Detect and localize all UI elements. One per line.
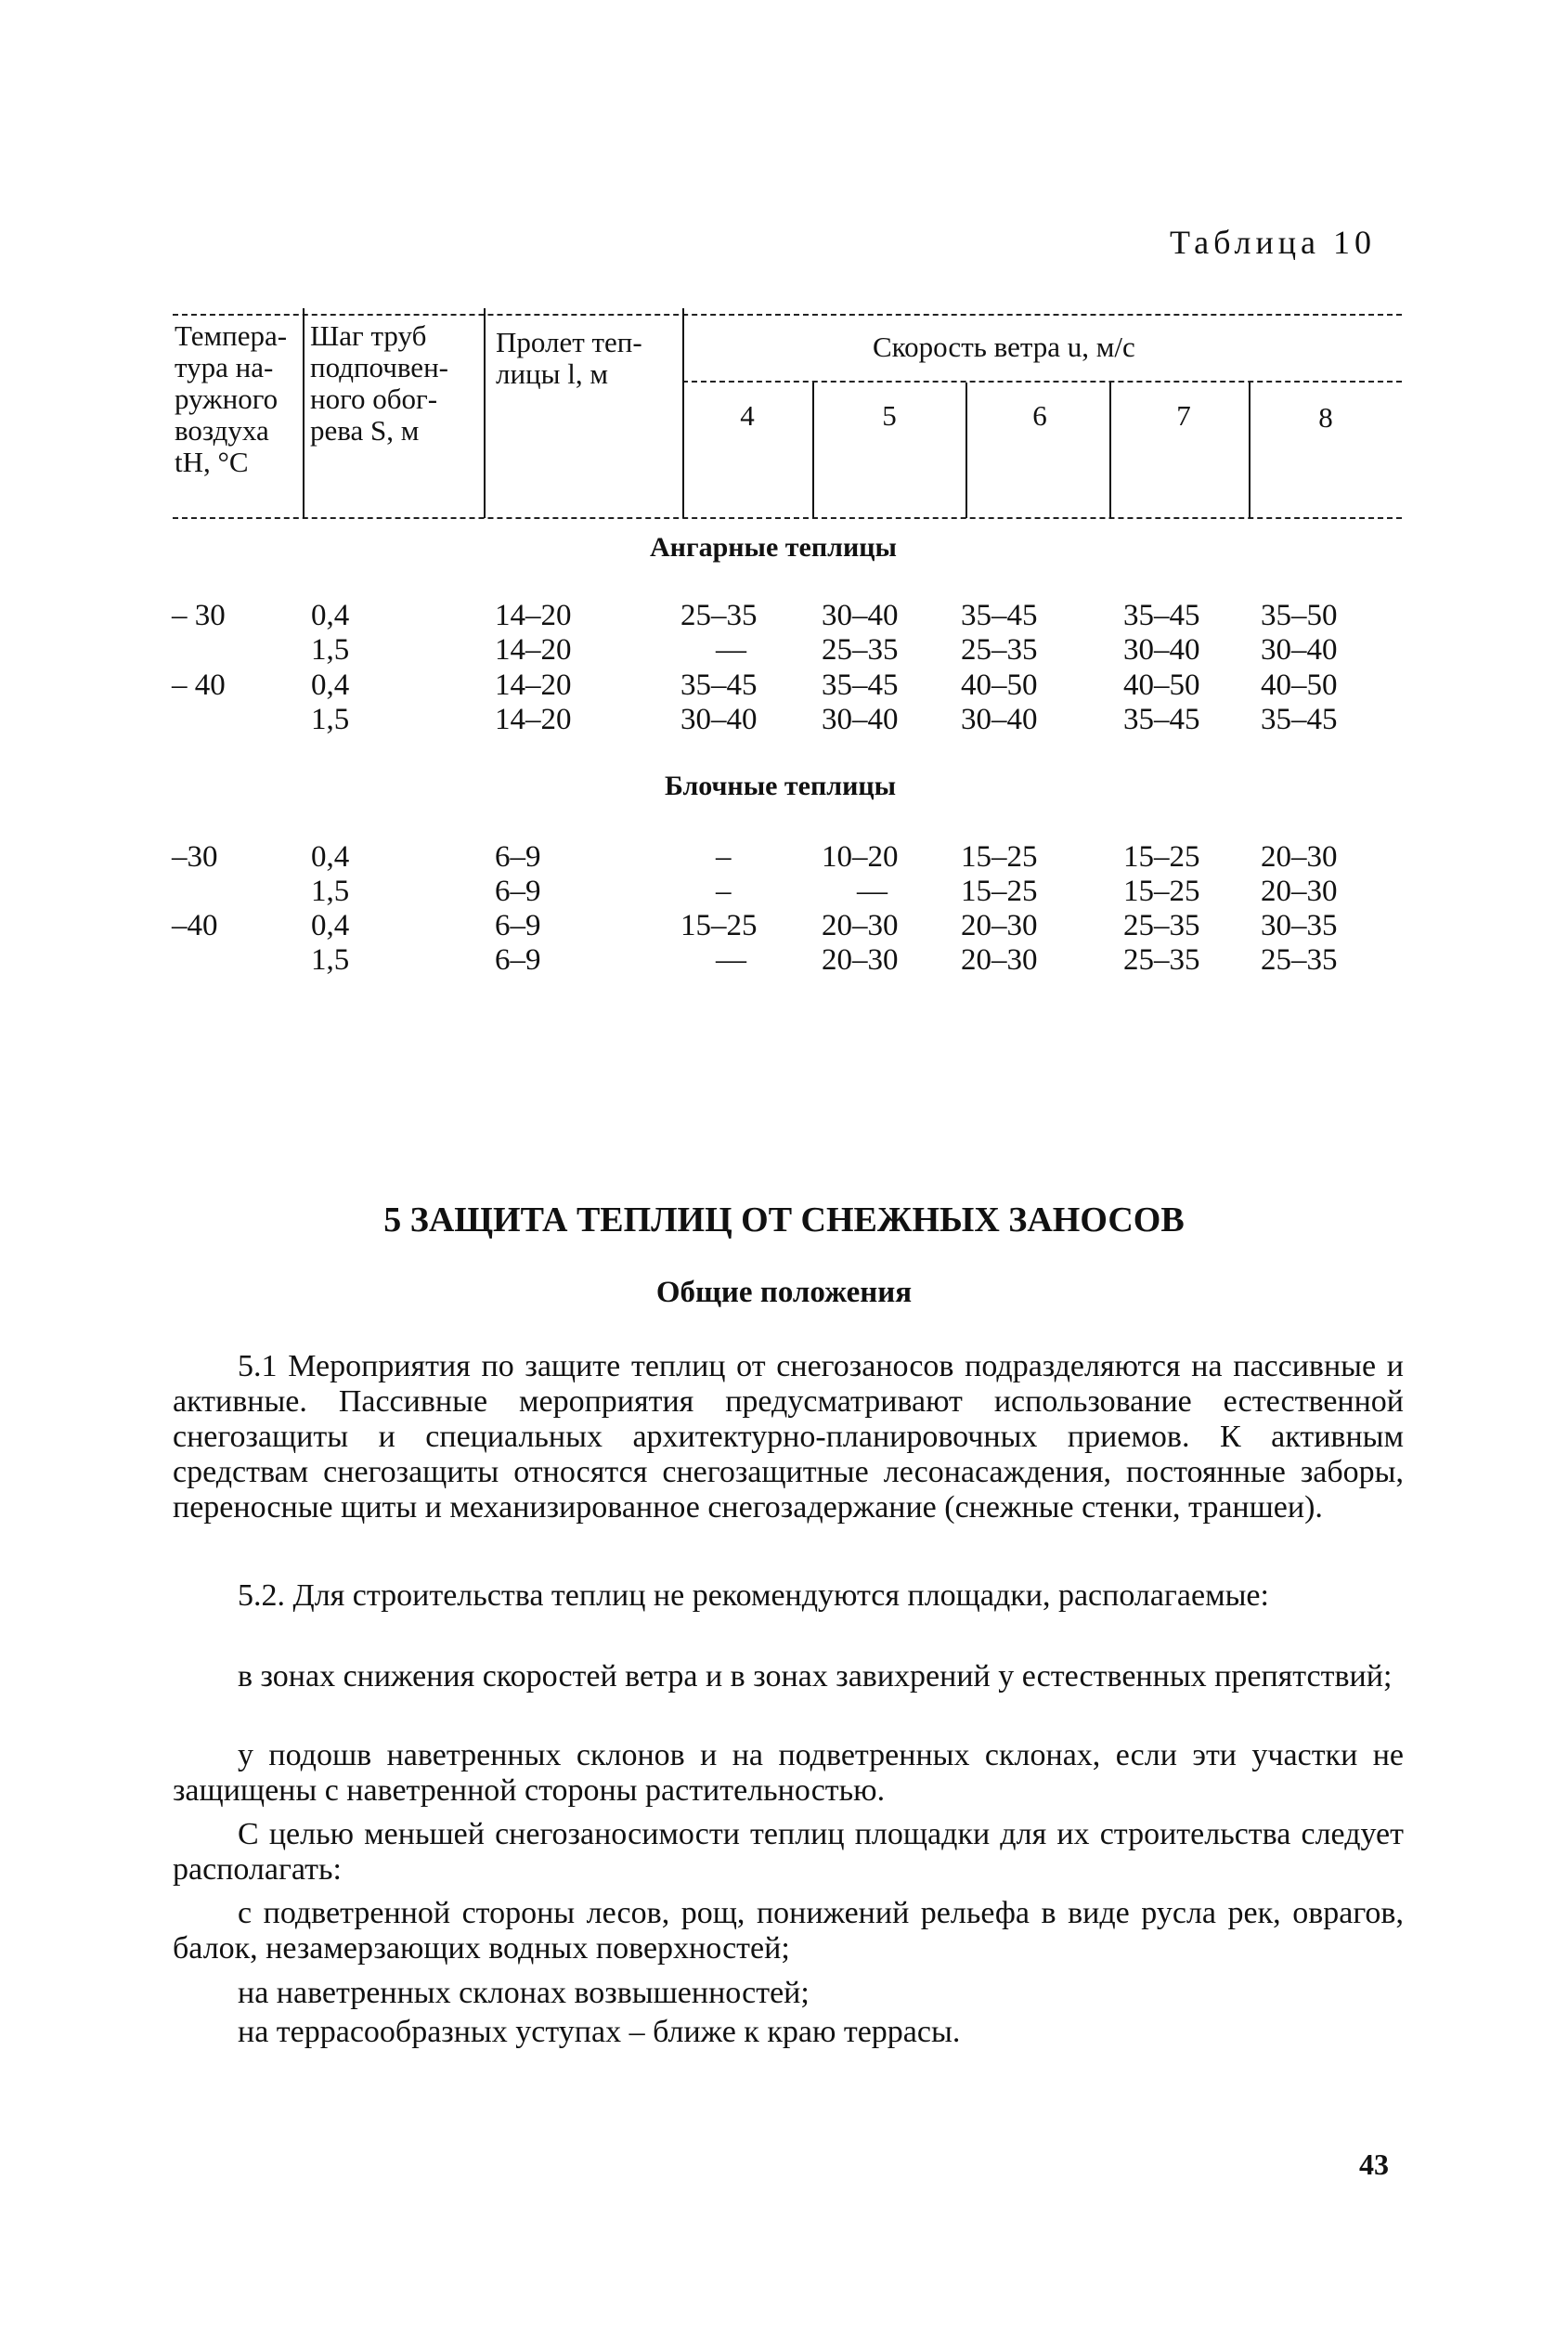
table-cell-w6: 30–40	[961, 703, 1038, 736]
header-wind-7: 7	[1176, 399, 1191, 432]
table-cell-step: 1,5	[311, 875, 350, 908]
table-cell-w4: —	[716, 633, 746, 667]
table-cell-step: 0,4	[311, 840, 350, 874]
header-top-rule	[173, 314, 1402, 316]
paragraph-list-1: в зонах снижения скоростей ветра и в зонах завихрений у естественных препятствий;	[238, 1659, 1393, 1694]
table-cell-temp: – 30	[172, 599, 226, 632]
table-cell-w4: —	[716, 943, 746, 977]
table-cell-w5: 20–30	[822, 909, 899, 942]
table-cell-w8: 30–35	[1261, 909, 1338, 942]
table-cell-w7: 25–35	[1123, 943, 1200, 977]
paragraph-list-3: с подветренной стороны лесов, рощ, понижений рельефа в виде русла рек, оврагов, балок, незамерзающих водных поверхностей;	[173, 1896, 1404, 1966]
table-cell-w6: 15–25	[961, 875, 1038, 908]
table-cell-step: 0,4	[311, 909, 350, 942]
table-cell-w6: 20–30	[961, 943, 1038, 977]
table-cell-span: 14–20	[495, 703, 572, 736]
paragraph-5-2: 5.2. Для строительства теплиц не рекомендуются площадки, располагаемые:	[238, 1578, 1269, 1613]
table-cell-w7: 25–35	[1123, 909, 1200, 942]
table-cell-w4: 35–45	[680, 668, 758, 702]
header-bottom-rule	[173, 517, 1402, 519]
table-cell-step: 1,5	[311, 633, 350, 667]
table-cell-w4: –	[716, 840, 732, 874]
table-cell-span: 6–9	[495, 943, 541, 977]
table-row	[0, 703, 1568, 736]
header-wind-4: 4	[740, 399, 755, 432]
table-row	[0, 840, 1568, 874]
table-cell-w5: —	[857, 875, 888, 908]
table-cell-step: 0,4	[311, 599, 350, 632]
table-row	[0, 633, 1568, 667]
table-caption: Таблица 10	[1170, 224, 1376, 261]
table-row	[0, 599, 1568, 632]
table-cell-w6: 25–35	[961, 633, 1038, 667]
table-cell-w4: 25–35	[680, 599, 758, 632]
table-cell-w5: 25–35	[822, 633, 899, 667]
table-cell-w6: 35–45	[961, 599, 1038, 632]
table-cell-span: 6–9	[495, 909, 541, 942]
table-cell-w7: 35–45	[1123, 599, 1200, 632]
table-row	[0, 875, 1568, 908]
paragraph-list-5: на террасообразных уступах – ближе к краю террасы.	[238, 2015, 961, 2049]
header-wind-5: 5	[882, 399, 897, 432]
header-vline-2	[484, 308, 486, 518]
header-vline-1	[303, 308, 305, 518]
table-cell-w7: 15–25	[1123, 875, 1200, 908]
table-row	[0, 943, 1568, 977]
table-cell-w4: –	[716, 875, 732, 908]
table-cell-span: 14–20	[495, 633, 572, 667]
table-cell-w8: 25–35	[1261, 943, 1338, 977]
table-cell-span: 6–9	[495, 875, 541, 908]
subheading: Общие положения	[655, 1276, 913, 1309]
table-cell-step: 0,4	[311, 668, 350, 702]
table-cell-temp: –40	[172, 909, 218, 942]
paragraph-placement: С целью меньшей снегозаносимости теплиц площадки для их строительства следует располагать:	[173, 1817, 1404, 1887]
table-row	[0, 668, 1568, 702]
table-cell-w5: 30–40	[822, 599, 899, 632]
table-cell-w8: 35–45	[1261, 703, 1338, 736]
header-wind: Скорость ветра u, м/с	[873, 331, 1135, 363]
table-cell-w5: 10–20	[822, 840, 899, 874]
table-cell-span: 14–20	[495, 668, 572, 702]
header-pipe-step: Шаг труб подпочвен- ного обог- рева S, м	[310, 319, 448, 447]
table-cell-w4: 30–40	[680, 703, 758, 736]
table-cell-w8: 20–30	[1261, 840, 1338, 874]
table-cell-step: 1,5	[311, 943, 350, 977]
header-span: Пролет теп- лицы l, м	[496, 326, 642, 390]
table-cell-w6: 15–25	[961, 840, 1038, 874]
table-cell-w8: 40–50	[1261, 668, 1338, 702]
table-cell-step: 1,5	[311, 703, 350, 736]
header-vline-3	[682, 308, 684, 518]
header-wind-8: 8	[1318, 401, 1333, 434]
header-vline-4	[812, 383, 814, 518]
paragraph-list-4: на наветренных склонах возвышенностей;	[238, 1976, 810, 2010]
section-heading: 5 ЗАЩИТА ТЕПЛИЦ ОТ СНЕЖНЫХ ЗАНОСОВ	[383, 1200, 1185, 1239]
table-cell-w7: 40–50	[1123, 668, 1200, 702]
header-vline-5	[965, 383, 967, 518]
header-wind-6: 6	[1032, 399, 1047, 432]
table-cell-w8: 30–40	[1261, 633, 1338, 667]
paragraph-list-2: у подошв наветренных склонов и на подветренных склонах, если эти участки не защищены с наветренной стороны растительностью.	[173, 1738, 1404, 1808]
table-cell-span: 6–9	[495, 840, 541, 874]
table-cell-w7: 30–40	[1123, 633, 1200, 667]
paragraph-5-1: 5.1 Мероприятия по защите теплиц от снегозаносов подразделяются на пассивные и активные. Пассивные мероприятия предусматривают использование естественной снегозащиты и специальных архитектурно-планировочных приемов. К активным средствам снегозащиты относятся снегозащитные лесонасаждения, постоянные заборы, переносные щиты и механизированное снегозадержание (снежные стенки, траншеи).	[173, 1349, 1404, 1525]
table-cell-w5: 35–45	[822, 668, 899, 702]
section-title-block: Блочные теплицы	[665, 771, 897, 801]
table-cell-w4: 15–25	[680, 909, 758, 942]
table-cell-w6: 20–30	[961, 909, 1038, 942]
table-cell-span: 14–20	[495, 599, 572, 632]
table-cell-w5: 20–30	[822, 943, 899, 977]
table-cell-w8: 35–50	[1261, 599, 1338, 632]
table-cell-w7: 35–45	[1123, 703, 1200, 736]
page-number: 43	[1359, 2148, 1389, 2181]
table-row	[0, 909, 1568, 942]
table-cell-w7: 15–25	[1123, 840, 1200, 874]
table-cell-temp: –30	[172, 840, 218, 874]
header-vline-7	[1249, 383, 1251, 518]
table-cell-w6: 40–50	[961, 668, 1038, 702]
table-cell-w8: 20–30	[1261, 875, 1338, 908]
table-cell-temp: – 40	[172, 668, 226, 702]
section-title-hangar: Ангарные теплицы	[650, 532, 897, 563]
table-cell-w5: 30–40	[822, 703, 899, 736]
header-mid-rule	[682, 381, 1402, 383]
header-temp: Темпера- тура на- ружного воздуха tН, °C	[175, 319, 288, 478]
header-vline-6	[1109, 383, 1111, 518]
